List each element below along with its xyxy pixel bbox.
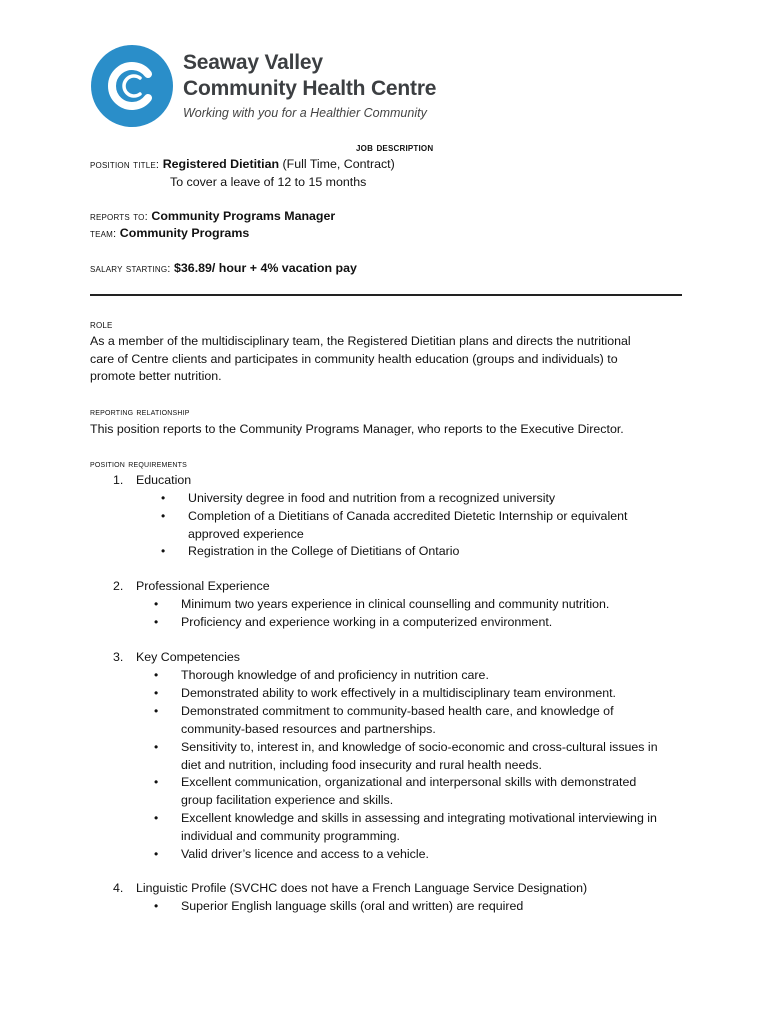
- position-note: To cover a leave of 12 to 15 months: [170, 175, 367, 189]
- list-item: [161, 490, 556, 508]
- list-item: [154, 898, 524, 916]
- list-item: [154, 667, 489, 685]
- list-item: [154, 703, 614, 738]
- requirement-title-professional-experience: Professional Experience: [136, 579, 270, 593]
- role-paragraph: [90, 333, 680, 386]
- requirement-number: 3.: [113, 650, 124, 664]
- list-item: [154, 596, 610, 614]
- list-item-text: diet and nutrition, including food insecurity and rural health needs.: [181, 757, 542, 772]
- list-item-text: Proficiency and experience working in a computerized environment.: [181, 615, 553, 629]
- requirement-title-linguistic-profile: Linguistic Profile (SVCHC does not have a French Language Service Designation): [136, 881, 588, 895]
- bullet: •: [154, 899, 159, 913]
- organization-name-line2: Community Health Centre: [183, 77, 437, 100]
- document-title: job description: [356, 142, 434, 154]
- bullet: •: [154, 775, 159, 789]
- requirement-title-education: Education: [136, 473, 192, 487]
- requirement-number: 1.: [113, 473, 124, 487]
- requirement-title-key-competencies: Key Competencies: [136, 650, 240, 664]
- list-item-text: community-based resources and partnerships.: [181, 721, 436, 736]
- list-item-text: individual and community programming.: [181, 828, 401, 843]
- list-item: [154, 614, 553, 632]
- organization-name-line1: Seaway Valley: [183, 51, 323, 74]
- bullet: •: [161, 491, 166, 505]
- reporting-relationship-heading: reporting relationship: [90, 406, 190, 418]
- role-line: promote better nutrition.: [90, 369, 222, 383]
- reports-to-label: reports to:: [90, 211, 148, 223]
- horizontal-divider: [90, 294, 682, 296]
- role-line: As a member of the multidisciplinary team, the Registered Dietitian plans and directs the nutritional: [90, 334, 631, 348]
- organization-name: [183, 50, 436, 102]
- list-item-text: Sensitivity to, interest in, and knowledge of socio-economic and cross-cultural issues in: [181, 740, 658, 754]
- list-item: [154, 739, 658, 774]
- list-item-text: Excellent knowledge and skills in assessing and integrating motivational interviewing in: [181, 811, 657, 825]
- position-title-suffix: (Full Time, Contract): [282, 157, 395, 171]
- reporting-relationship-text: This position reports to the Community Programs Manager, who reports to the Executive Director.: [90, 422, 624, 436]
- list-item-text: Minimum two years experience in clinical counselling and community nutrition.: [181, 597, 610, 611]
- team-line: [90, 225, 249, 244]
- reports-to-line: [90, 208, 335, 227]
- list-item-text: Demonstrated commitment to community-based health care, and knowledge of: [181, 704, 614, 718]
- list-item-text: group facilitation experience and skills.: [181, 792, 394, 807]
- list-item: [154, 685, 617, 703]
- position-title-line: [90, 156, 395, 175]
- list-item-text: approved experience: [188, 526, 304, 541]
- role-line: care of Centre clients and participates in community health education (groups and individuals) to: [90, 351, 618, 366]
- bullet: •: [154, 811, 159, 825]
- list-item-text: Registration in the College of Dietitians of Ontario: [188, 544, 460, 558]
- list-item-text: University degree in food and nutrition from a recognized university: [188, 491, 556, 505]
- list-item: [154, 774, 637, 809]
- reports-to-value: Community Programs Manager: [151, 209, 336, 223]
- list-item-text: Demonstrated ability to work effectively in a multidisciplinary team environment.: [181, 686, 617, 700]
- list-item: [161, 543, 460, 561]
- bullet: •: [161, 544, 166, 558]
- list-item: [154, 846, 429, 864]
- team-label: team:: [90, 228, 117, 240]
- team-value: Community Programs: [119, 226, 250, 240]
- bullet: •: [154, 847, 159, 861]
- list-item-text: Superior English language skills (oral and written) are required: [181, 899, 524, 913]
- list-item: [161, 508, 628, 543]
- bullet: •: [154, 615, 159, 629]
- organization-tagline: Working with you for a Healthier Community: [183, 106, 427, 120]
- bullet: •: [154, 740, 159, 754]
- role-heading: role: [90, 319, 113, 331]
- requirement-number: 2.: [113, 579, 124, 593]
- list-item-text: Valid driver’s licence and access to a vehicle.: [181, 847, 429, 861]
- requirement-number: 4.: [113, 881, 124, 895]
- bullet: •: [161, 509, 166, 523]
- list-item: [154, 810, 657, 845]
- list-item-text: Excellent communication, organizational and interpersonal skills with demonstrated: [181, 775, 637, 789]
- position-title-value: Registered Dietitian: [162, 157, 280, 171]
- bullet: •: [154, 686, 159, 700]
- bullet: •: [154, 597, 159, 611]
- salary-value: $36.89/ hour + 4% vacation pay: [174, 261, 357, 275]
- list-item-text: Thorough knowledge of and proficiency in nutrition care.: [181, 668, 489, 682]
- position-title-label: position title:: [90, 159, 160, 171]
- circle-swirl-logo-icon: [90, 44, 174, 128]
- salary-line: [90, 260, 357, 279]
- salary-label: salary starting:: [90, 263, 171, 275]
- bullet: •: [154, 668, 159, 682]
- list-item-text: Completion of a Dietitians of Canada accredited Dietetic Internship or equivalent: [188, 509, 628, 523]
- bullet: •: [154, 704, 159, 718]
- position-requirements-heading: position requirements: [90, 458, 187, 470]
